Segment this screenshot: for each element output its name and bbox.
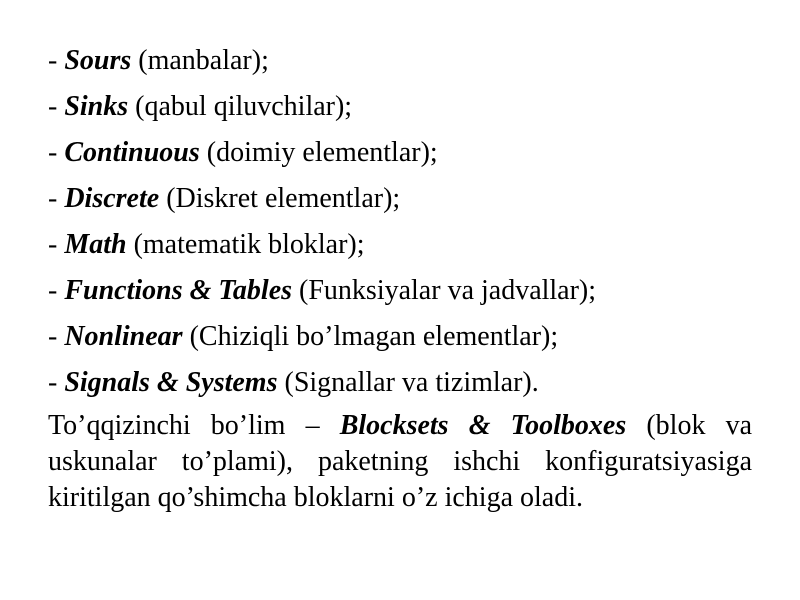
list-dash: - — [48, 367, 65, 398]
element-list — [48, 38, 752, 406]
list-description: (manbalar); — [131, 45, 269, 76]
list-term: Nonlinear — [64, 321, 183, 352]
list-item-discrete — [48, 176, 752, 222]
list-dash: - — [48, 183, 65, 214]
list-description: (matematik bloklar); — [126, 229, 365, 260]
list-term: Sours — [64, 45, 132, 76]
list-item-functions-tables — [48, 268, 752, 314]
list-term: Discrete — [64, 183, 160, 214]
paragraph-body: (blok va uskunalar to’plami), paketning ishchi konfiguratsiyasiga kiritilgan qo’shimcha bloklarni o’z ichiga oladi. — [48, 410, 753, 513]
list-item-signals-systems — [48, 360, 752, 406]
list-description: (Chiziqli bo’lmagan elementlar); — [182, 321, 559, 352]
list-term: Continuous — [64, 137, 200, 168]
list-item-sinks — [48, 84, 752, 130]
list-dash: - — [48, 229, 65, 260]
list-item-math — [48, 222, 752, 268]
list-description: (Signallar va tizimlar). — [277, 367, 539, 398]
list-item-continuous — [48, 130, 752, 176]
description-paragraph — [48, 408, 752, 516]
list-term: Functions & Tables — [64, 275, 293, 306]
list-term: Sinks — [64, 91, 129, 122]
list-item-sours — [48, 38, 752, 84]
list-description: (Funksiyalar va jadvallar); — [292, 275, 597, 306]
slide-content — [48, 38, 752, 516]
list-term: Math — [64, 229, 127, 260]
list-description: (qabul qiluvchilar); — [128, 91, 353, 122]
list-dash: - — [48, 45, 65, 76]
list-description: (Diskret elementlar); — [159, 183, 401, 214]
list-item-nonlinear — [48, 314, 752, 360]
list-term: Signals & Systems — [64, 367, 278, 398]
list-dash: - — [48, 321, 65, 352]
list-description: (doimiy elementlar); — [199, 137, 438, 168]
list-dash: - — [48, 137, 65, 168]
paragraph-term: Blocksets & Toolboxes — [339, 410, 627, 441]
list-dash: - — [48, 275, 65, 306]
list-dash: - — [48, 91, 65, 122]
paragraph-lead: To’qqizinchi bo’lim – — [48, 410, 340, 441]
